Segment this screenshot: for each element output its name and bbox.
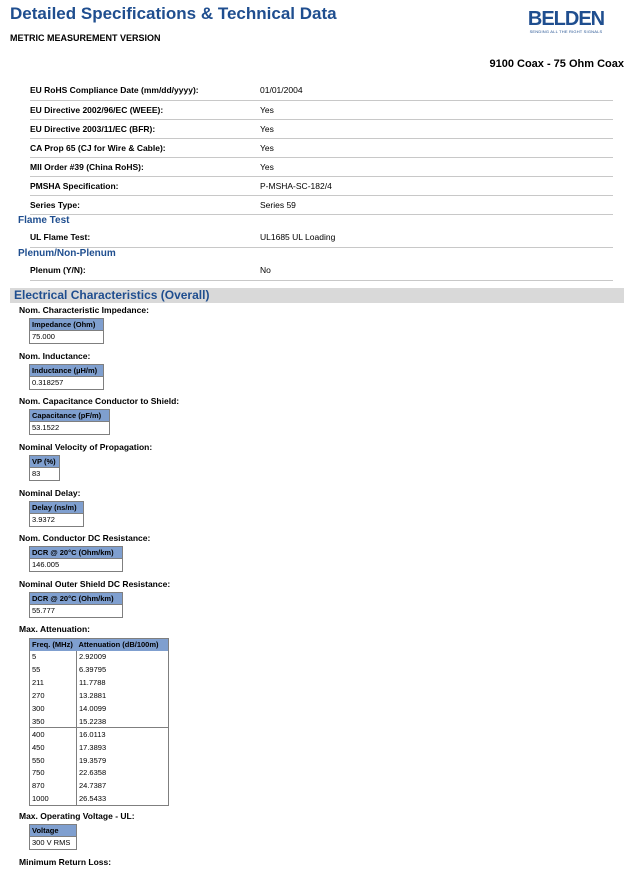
table-row (30, 792, 169, 805)
row-value: Yes (260, 100, 613, 119)
attenuation-label: Max. Attenuation: (19, 624, 90, 634)
product-title: 9100 Coax - 75 Ohm Coax (489, 58, 624, 70)
table-row (30, 195, 613, 214)
row-value: P-MSHA-SC-182/4 (260, 176, 613, 195)
attenuation-cell: 15.2238 (79, 716, 107, 726)
shield-dcr-label: Nominal Outer Shield DC Resistance: (19, 579, 171, 589)
row-value: 01/01/2004 (260, 81, 613, 100)
conductor-dcr-header: DCR @ 20°C (Ohm/km) (30, 547, 122, 559)
section-electrical-band (10, 288, 624, 303)
voltage-header: Voltage (30, 825, 76, 837)
row-label: EU Directive 2003/11/EC (BFR): (30, 119, 260, 138)
table-row (30, 741, 169, 754)
impedance-label: Nom. Characteristic Impedance: (19, 305, 149, 315)
flame-table (30, 228, 613, 248)
row-value: No (260, 261, 613, 280)
attenuation-cell: 11.7788 (79, 678, 106, 688)
row-label: CA Prop 65 (CJ for Wire & Cable): (30, 138, 260, 157)
attenuation-cell: 16.0113 (77, 728, 169, 741)
freq-cell: 870 (30, 779, 77, 792)
freq-cell: 211 (30, 676, 77, 689)
shield-dcr-box (29, 592, 123, 618)
freq-cell: 450 (30, 741, 77, 754)
capacitance-label: Nom. Capacitance Conductor to Shield: (19, 396, 180, 406)
table-row (30, 728, 169, 741)
attenuation-cell: 22.6358 (79, 768, 107, 778)
belden-logo (520, 9, 612, 34)
velocity-value: 83 (30, 468, 59, 480)
table-row (30, 100, 613, 119)
attenuation-column-header: Attenuation (dB/100m) (77, 639, 169, 651)
attenuation-cell: 17.3893 (79, 742, 107, 752)
shield-dcr-header: DCR @ 20°C (Ohm/km) (30, 593, 122, 605)
plenum-table (30, 261, 613, 281)
conductor-dcr-box (29, 546, 123, 572)
table-row (30, 702, 169, 715)
table-row (30, 176, 613, 195)
table-row (30, 651, 169, 664)
freq-cell: 5 (30, 651, 77, 664)
inductance-label: Nom. Inductance: (19, 351, 91, 361)
attenuation-cell: 14.0099 (79, 704, 107, 713)
attenuation-cell: 2.92009 (79, 652, 107, 662)
table-row (30, 81, 613, 100)
impedance-value: 75.000 (30, 331, 103, 343)
row-value: UL1685 UL Loading (260, 228, 613, 247)
section-electrical-title: Electrical Characteristics (Overall) (14, 288, 210, 302)
row-value: Series 59 (260, 195, 613, 214)
voltage-box (29, 824, 77, 850)
inductance-box (29, 364, 104, 390)
attenuation-cell: 19.3579 (79, 755, 107, 765)
row-label: UL Flame Test: (30, 228, 260, 247)
row-label: MII Order #39 (China RoHS): (30, 157, 260, 176)
table-row (30, 767, 169, 780)
capacitance-value: 53.1522 (30, 422, 109, 434)
freq-cell: 55 (30, 663, 77, 676)
freq-cell: 1000 (30, 792, 77, 805)
freq-cell: 300 (30, 702, 77, 715)
voltage-label: Max. Operating Voltage - UL: (19, 811, 135, 821)
voltage-value: 300 V RMS (30, 837, 76, 849)
freq-cell: 550 (30, 754, 77, 767)
freq-cell: 400 (30, 728, 77, 741)
impedance-box (29, 318, 104, 344)
logo-wordmark: BELDEN (527, 8, 605, 30)
velocity-label: Nominal Velocity of Propagation: (19, 442, 153, 452)
impedance-header: Impedance (Ohm) (30, 319, 103, 331)
delay-label: Nominal Delay: (19, 488, 81, 498)
attenuation-table (29, 638, 169, 806)
table-row (30, 676, 169, 689)
table-row (30, 663, 169, 676)
row-label: EU RoHS Compliance Date (mm/dd/yyyy): (30, 81, 260, 100)
compliance-table (30, 81, 613, 215)
attenuation-cell: 24.7387 (79, 781, 107, 791)
section-plenum: Plenum/Non-Plenum (18, 248, 116, 259)
attenuation-cell: 6.39795 (79, 665, 107, 675)
conductor-dcr-value: 146.005 (30, 559, 122, 571)
delay-value: 3.9372 (30, 514, 83, 526)
conductor-dcr-label: Nom. Conductor DC Resistance: (19, 533, 151, 543)
delay-header: Delay (ns/m) (30, 502, 83, 514)
table-row (30, 119, 613, 138)
row-label: EU Directive 2002/96/EC (WEEE): (30, 100, 260, 119)
row-value: Yes (260, 138, 613, 157)
table-row (30, 157, 613, 176)
inductance-value: 0.318257 (30, 377, 103, 389)
row-value: Yes (260, 119, 613, 138)
capacitance-box (29, 409, 110, 435)
page-title: Detailed Specifications & Technical Data (10, 4, 337, 23)
freq-cell: 270 (30, 689, 77, 702)
row-label: Plenum (Y/N): (30, 261, 260, 280)
table-row (30, 228, 613, 247)
attenuation-cell: 13.2881 (79, 691, 107, 701)
velocity-header: VP (%) (30, 456, 59, 468)
freq-cell: 350 (30, 715, 77, 728)
table-row (30, 689, 169, 702)
return-loss-label: Minimum Return Loss: (19, 857, 112, 867)
freq-cell: 750 (30, 767, 77, 780)
velocity-box (29, 455, 60, 481)
page-subtitle: METRIC MEASUREMENT VERSION (10, 33, 161, 43)
table-header-row (30, 639, 169, 651)
capacitance-header: Capacitance (pF/m) (30, 410, 109, 422)
shield-dcr-value: 55.777 (30, 605, 122, 617)
attenuation-cell: 26.5433 (79, 793, 107, 803)
table-row (30, 261, 613, 280)
table-row (30, 779, 169, 792)
table-row (30, 754, 169, 767)
inductance-header: Inductance (µH/m) (30, 365, 103, 377)
row-label: Series Type: (30, 195, 260, 214)
row-label: PMSHA Specification: (30, 176, 260, 195)
table-row (30, 138, 613, 157)
row-value: Yes (260, 157, 613, 176)
section-flame-test: Flame Test (18, 215, 70, 226)
delay-box (29, 501, 84, 527)
logo-tagline: SENDING ALL THE RIGHT SIGNALS (529, 29, 603, 34)
freq-column-header: Freq. (MHz) (30, 639, 77, 651)
table-row (30, 715, 169, 728)
